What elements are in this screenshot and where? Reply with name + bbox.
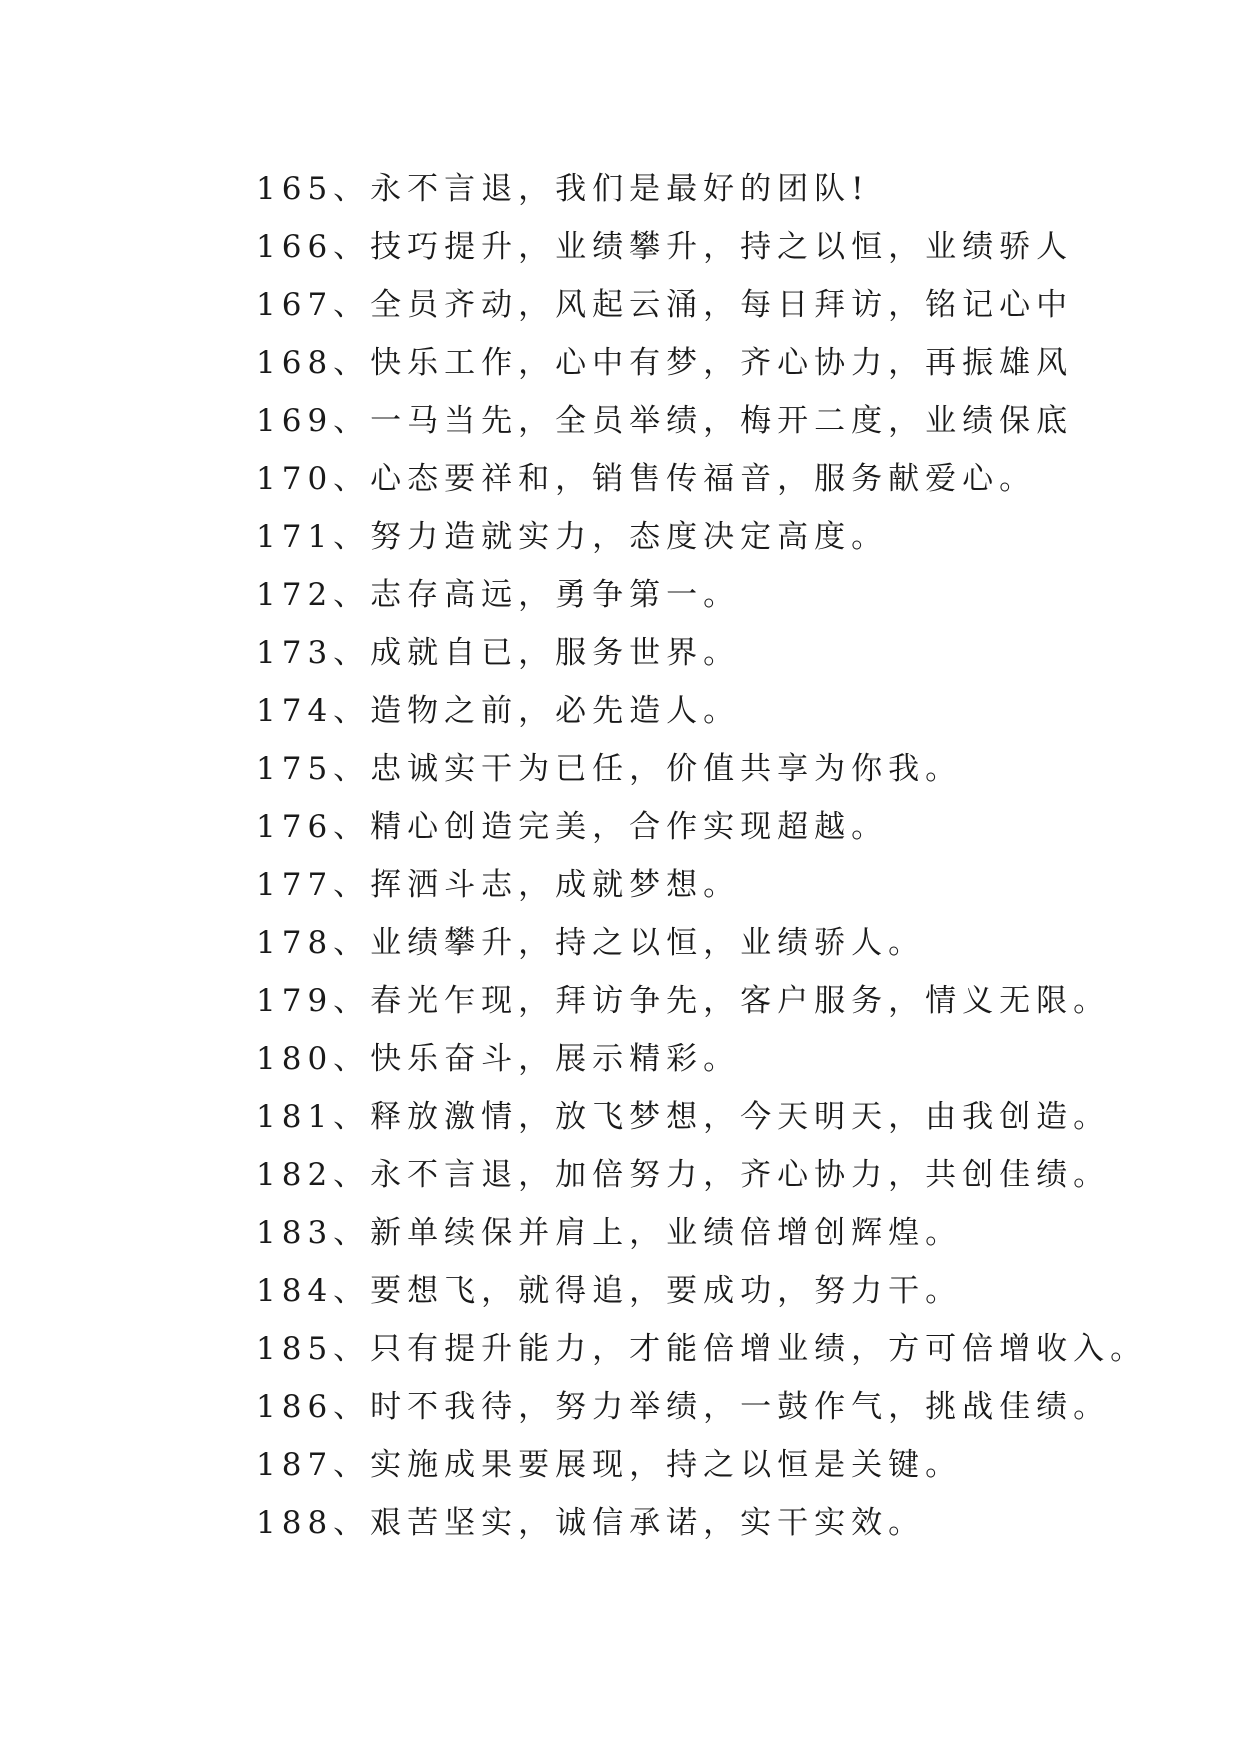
slogan-line: 183、新单续保并肩上，业绩倍增创辉煌。 [256, 1215, 963, 1251]
slogan-line: 186、时不我待，努力举绩，一鼓作气，挑战佳绩。 [256, 1389, 1111, 1425]
slogan-line: 184、要想飞，就得追，要成功，努力干。 [256, 1273, 963, 1309]
slogan-line: 179、春光乍现，拜访争先，客户服务，情义无限。 [256, 983, 1111, 1019]
slogan-line: 181、释放激情，放飞梦想，今天明天，由我创造。 [256, 1099, 1111, 1135]
slogan-line: 166、技巧提升，业绩攀升，持之以恒，业绩骄人 [256, 229, 1074, 265]
slogan-line: 185、只有提升能力，才能倍增业绩，方可倍增收入。 [256, 1331, 1148, 1367]
slogan-line: 188、艰苦坚实，诚信承诺，实干实效。 [256, 1505, 926, 1541]
slogan-line: 176、精心创造完美，合作实现超越。 [256, 809, 889, 845]
slogan-line: 177、挥洒斗志，成就梦想。 [256, 867, 741, 903]
slogan-line: 180、快乐奋斗，展示精彩。 [256, 1041, 741, 1077]
slogan-line: 167、全员齐动，风起云涌，每日拜访，铭记心中 [256, 287, 1074, 323]
slogan-line: 182、永不言退，加倍努力，齐心协力，共创佳绩。 [256, 1157, 1111, 1193]
slogan-line: 165、永不言退，我们是最好的团队! [256, 171, 870, 207]
slogan-line: 175、忠诚实干为已任，价值共享为你我。 [256, 751, 963, 787]
slogan-line: 168、快乐工作，心中有梦，齐心协力，再振雄风 [256, 345, 1074, 381]
slogan-line: 178、业绩攀升，持之以恒，业绩骄人。 [256, 925, 926, 961]
slogan-line: 169、一马当先，全员举绩，梅开二度，业绩保底 [256, 403, 1074, 439]
slogan-line: 170、心态要祥和，销售传福音，服务献爱心。 [256, 461, 1037, 497]
slogan-line: 187、实施成果要展现，持之以恒是关键。 [256, 1447, 963, 1483]
slogan-line: 173、成就自已，服务世界。 [256, 635, 741, 671]
slogan-line: 172、志存高远，勇争第一。 [256, 577, 741, 613]
slogan-list [256, 160, 1156, 1552]
slogan-line: 174、造物之前，必先造人。 [256, 693, 741, 729]
slogan-line: 171、努力造就实力，态度决定高度。 [256, 519, 889, 555]
